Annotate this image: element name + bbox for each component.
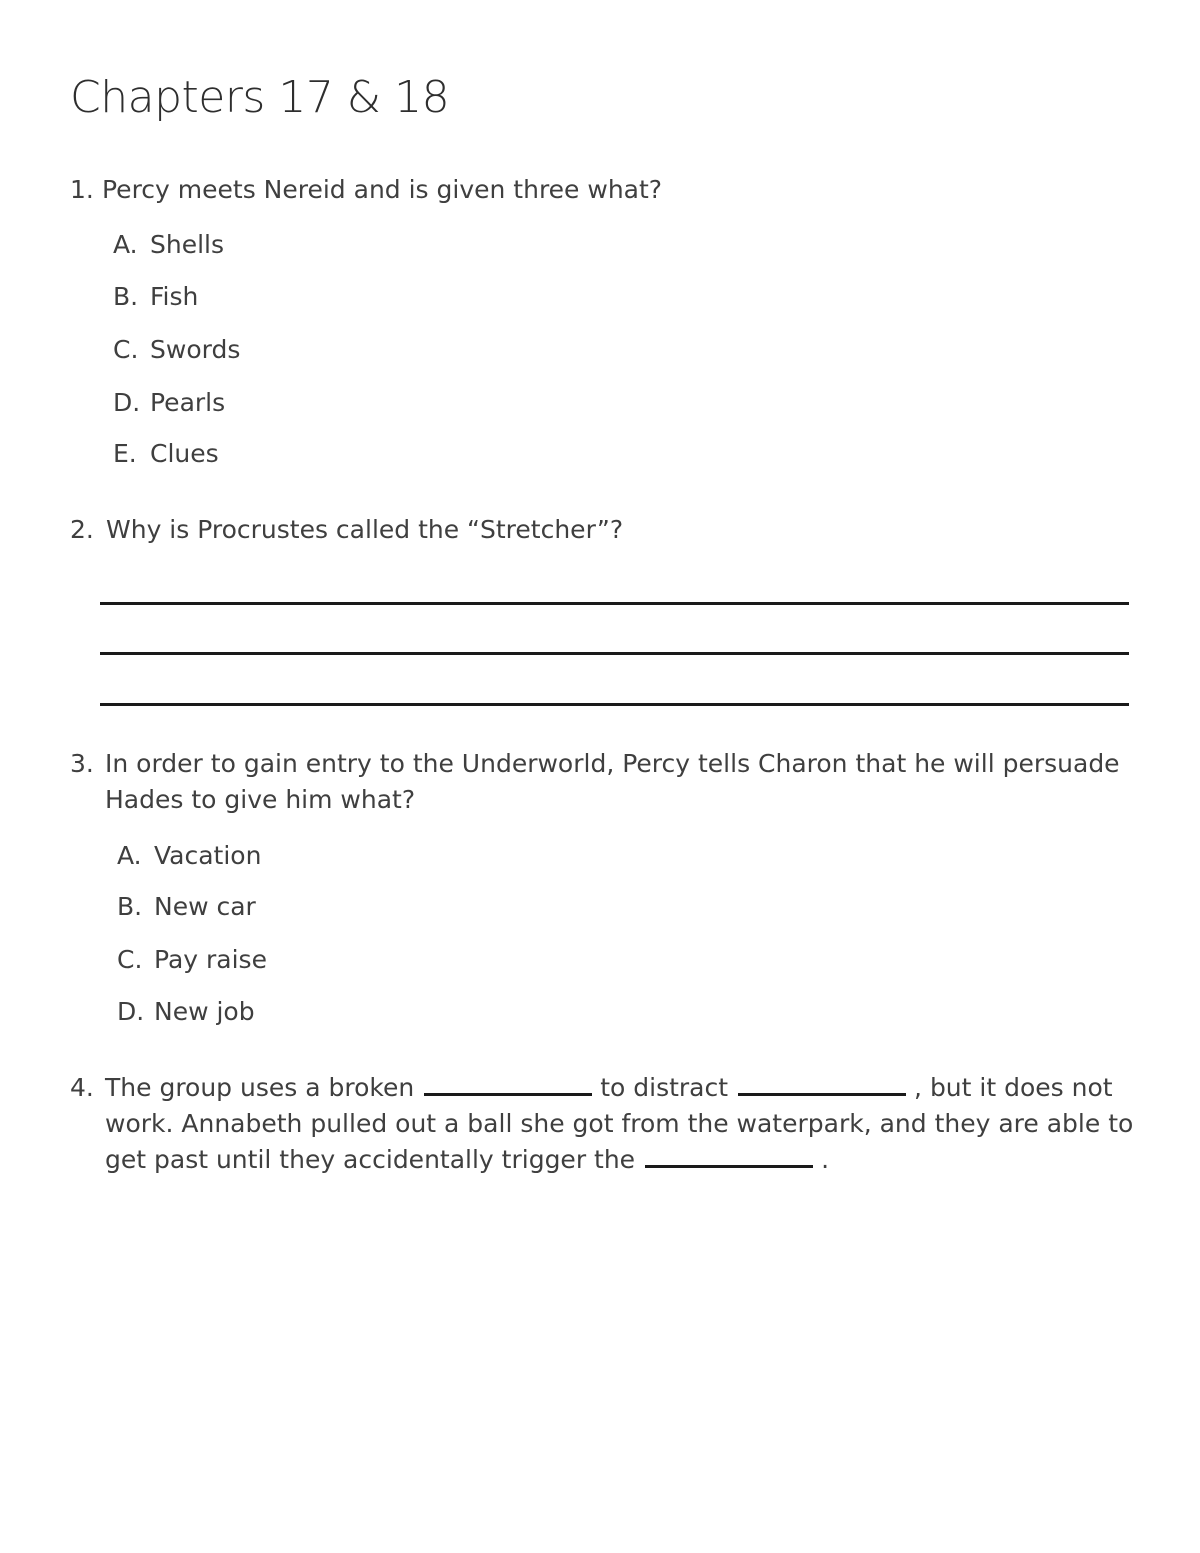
option-d[interactable] [117, 997, 255, 1026]
option-text: Swords [150, 335, 241, 364]
option-letter: C. [117, 945, 143, 974]
fill-in-blank-3[interactable] [645, 1143, 813, 1168]
option-a[interactable] [113, 230, 224, 259]
option-a[interactable] [117, 841, 261, 870]
option-text: Clues [150, 439, 219, 468]
question-text: Why is Procrustes called the “Stretcher”? [106, 515, 624, 544]
option-text: New job [154, 997, 255, 1026]
option-letter: C. [113, 335, 139, 364]
question-text: In order to gain entry to the Underworld, Percy tells Charon that he will persuade Hades to give him what? [105, 749, 1120, 814]
question-text: Percy meets Nereid and is given three what? [102, 175, 663, 204]
answer-line-3[interactable] [100, 703, 1129, 706]
option-c[interactable] [113, 335, 240, 364]
answer-line-2[interactable] [100, 652, 1129, 655]
option-letter: E. [113, 439, 137, 468]
question-number: 3. [70, 749, 94, 778]
question-number: 4. [70, 1073, 94, 1102]
answer-line-1[interactable] [100, 602, 1129, 605]
option-letter: D. [117, 997, 145, 1026]
question-2 [70, 512, 1140, 548]
option-text: New car [154, 892, 256, 921]
question-text-part: The group uses a broken [105, 1073, 415, 1102]
question-number: 2. [70, 515, 94, 544]
option-letter: D. [113, 388, 141, 417]
page-title: Chapters 17 & 18 [70, 72, 450, 123]
option-letter: A. [117, 841, 142, 870]
question-text-part: . [821, 1145, 830, 1174]
question-3 [70, 746, 1140, 818]
option-text: Pay raise [154, 945, 267, 974]
option-letter: B. [117, 892, 143, 921]
option-letter: A. [113, 230, 138, 259]
option-text: Shells [150, 230, 225, 259]
fill-in-blank-2[interactable] [738, 1071, 906, 1096]
question-4 [70, 1070, 1140, 1178]
question-1 [70, 172, 1140, 208]
option-d[interactable] [113, 388, 225, 417]
question-text [105, 1070, 1140, 1178]
question-text-part: , but it does not work. Annabeth pulled out a ball she got from the waterpark, and they are able to get past until they accidentally trigger the [105, 1073, 1134, 1174]
question-text-part: to distract [600, 1073, 729, 1102]
option-text: Vacation [154, 841, 262, 870]
option-e[interactable] [113, 439, 219, 468]
question-number: 1. [70, 175, 94, 204]
option-letter: B. [113, 282, 139, 311]
option-b[interactable] [113, 282, 198, 311]
option-b[interactable] [117, 892, 256, 921]
option-text: Fish [150, 282, 199, 311]
option-text: Pearls [150, 388, 226, 417]
option-c[interactable] [117, 945, 267, 974]
fill-in-blank-1[interactable] [424, 1071, 592, 1096]
